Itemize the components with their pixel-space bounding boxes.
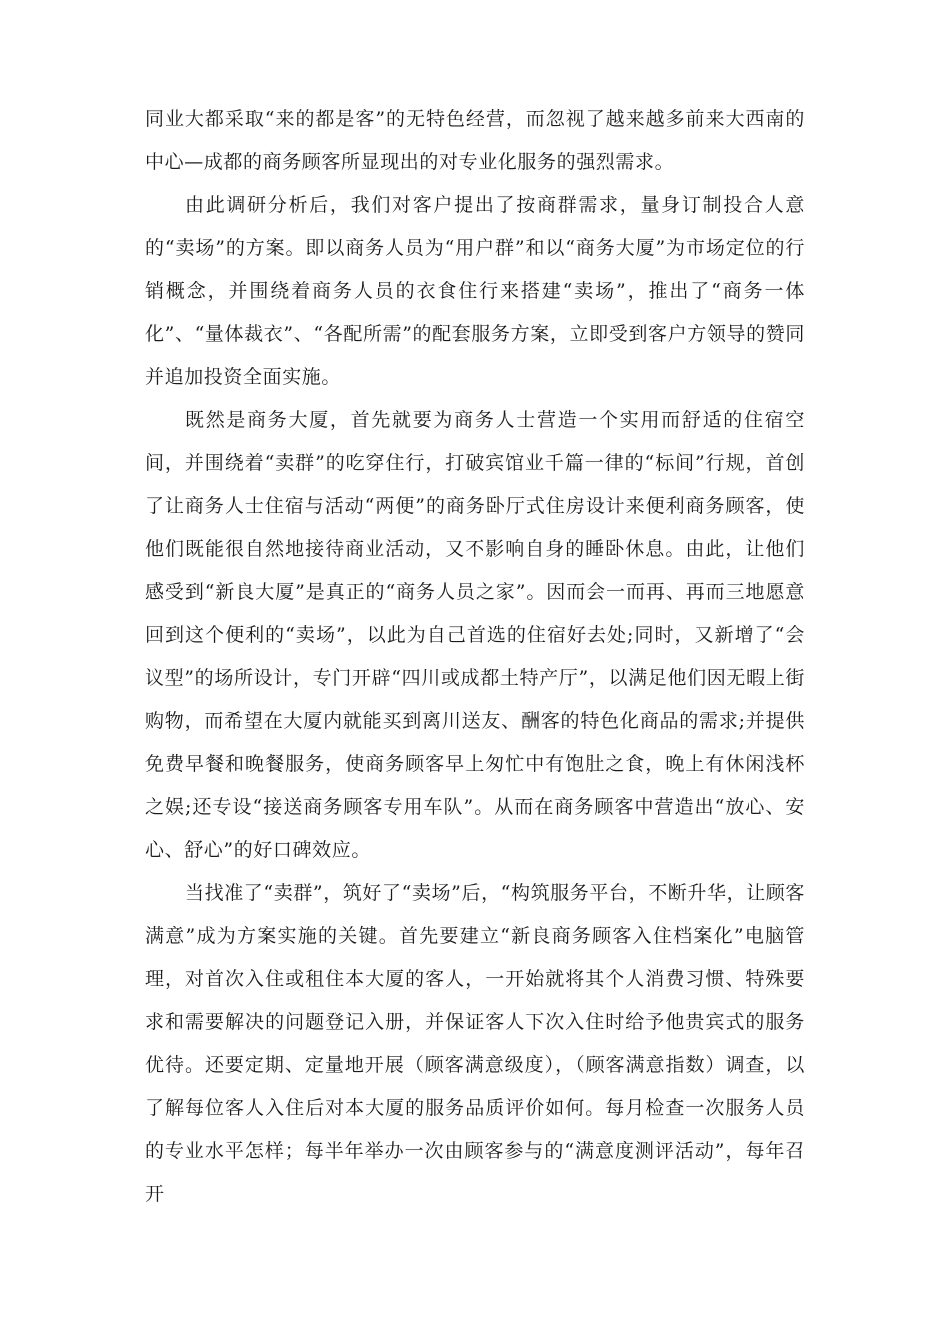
paragraph-2: 由此调研分析后，我们对客户提出了按商群需求，量身订制投合人意的“卖场”的方案。即以商务人员为“用户群”和以“商务大厦”为市场定位的行销概念，并围绕着商务人员的衣食住行来搭建“卖场”，推出了“商务一体化”、“量体裁衣”、“各配所需”的配套服务方案，立即受到客户方领导的赞同并追加投资全面实施。	[145, 194, 805, 388]
paragraph-3: 既然是商务大厦，首先就要为商务人士营造一个实用而舒适的住宿空间，并围绕着“卖群”的吃穿住行，打破宾馆业千篇一律的“标间”行规，首创了让商务人士住宿与活动“两便”的商务卧厅式住房设计来便利商务顾客，使他们既能很自然地接待商业活动，又不影响自身的睡卧休息。由此，让他们感受到“新良大厦”是真正的“商务人员之家”。因而会一而再、再而三地愿意回到这个便利的“卖场”，以此为自己首选的住宿好去处;同时，又新增了“会议型”的场所设计，专门开辟“四川或成都土特产厅”，以满足他们因无暇上街购物，而希望在大厦内就能买到离川送友、酬客的特色化商品的需求;并提供免费早餐和晚餐服务，使商务顾客早上匆忙中有饱肚之食，晚上有休闲浅杯之娱;还专设“接送商务顾客专用车队”。从而在商务顾客中营造出“放心、安心、舒心”的好口碑效应。	[145, 409, 805, 861]
document-page	[145, 98, 805, 1216]
paragraph-1: 同业大都采取“来的都是客”的无特色经营，而忽视了越来越多前来大西南的中心—成都的商务顾客所显现出的对专业化服务的强烈需求。	[145, 108, 805, 173]
paragraph-4: 当找准了“卖群”，筑好了“卖场”后，“构筑服务平台，不断升华，让顾客满意”成为方案实施的关键。首先要建立“新良商务顾客入住档案化”电脑管理，对首次入住或租住本大厦的客人，一开始就将其个人消费习惯、特殊要求和需要解决的问题登记入册，并保证客人下次入住时给予他贵宾式的服务优待。还要定期、定量地开展（顾客满意级度），（顾客满意指数）调查，以了解每位客人入住后对本大厦的服务品质评价如何。每月检查一次服务人员的专业水平怎样；每半年举办一次由顾客参与的“满意度测评活动”，每年召开	[145, 882, 805, 1205]
